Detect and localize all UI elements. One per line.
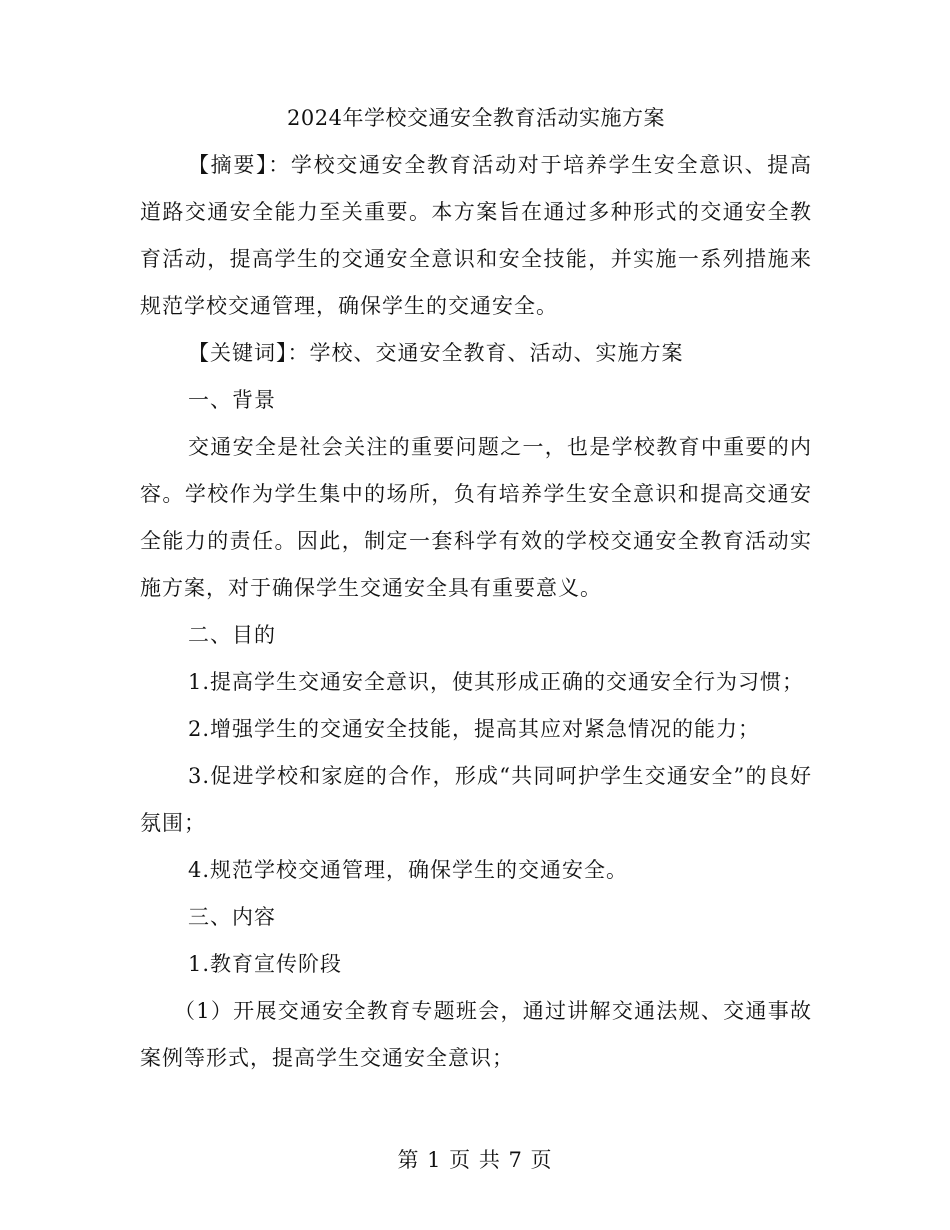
- document-title: 2024年学校交通安全教育活动实施方案: [287, 106, 665, 130]
- content-subheading-1: 1.教育宣传阶段: [188, 952, 343, 976]
- purpose-item-4: 4.规范学校交通管理，确保学生的交通安全。: [188, 858, 629, 882]
- purpose-item-1: 1.提高学生交通安全意识，使其形成正确的交通安全行为习惯；: [188, 670, 805, 694]
- document-body: [140, 100, 812, 1082]
- abstract-paragraph: 【摘要】：学校交通安全教育活动对于培养学生安全意识、提高道路交通安全能力至关重要。本方案旨在通过多种形式的交通安全教育活动，提高学生的交通安全意识和安全技能，并实施一系列措施来规范学校交通管理，确保学生的交通安全。: [140, 153, 812, 318]
- content-item-1: （1）开展交通安全教育专题班会，通过讲解交通法规、交通事故案例等形式，提高学生交通安全意识；: [140, 999, 812, 1070]
- purpose-item-3: 3.促进学校和家庭的合作，形成“共同呵护学生交通安全”的良好氛围；: [140, 764, 812, 835]
- section-heading-background: 一、背景: [188, 388, 276, 412]
- purpose-item-2: 2.增强学生的交通安全技能，提高其应对紧急情况的能力；: [188, 717, 761, 741]
- section-heading-content: 三、内容: [188, 905, 276, 929]
- keywords-paragraph: 【关键词】：学校、交通安全教育、活动、实施方案: [188, 341, 684, 365]
- section-heading-purpose: 二、目的: [188, 623, 276, 647]
- page-number-label: 第 1 页 共 7 页: [397, 1148, 553, 1172]
- background-paragraph: 交通安全是社会关注的重要问题之一，也是学校教育中重要的内容。学校作为学生集中的场所，负有培养学生安全意识和提高交通安全能力的责任。因此，制定一套科学有效的学校交通安全教育活动实施方案，对于确保学生交通安全具有重要意义。: [140, 435, 812, 600]
- page-footer: [0, 1146, 950, 1174]
